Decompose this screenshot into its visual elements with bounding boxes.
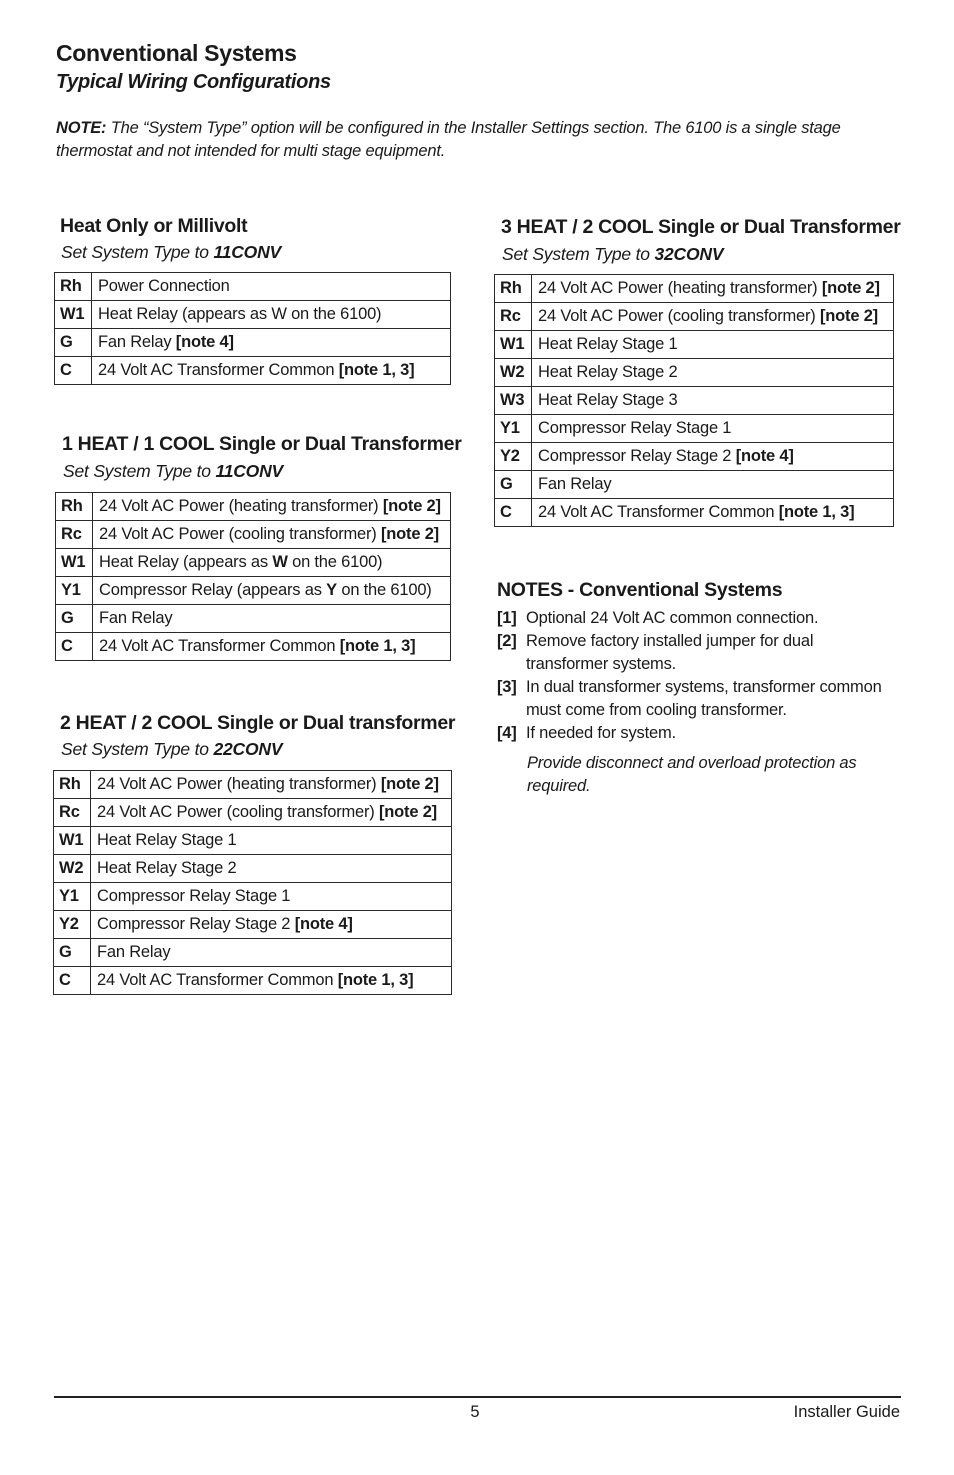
terminal-code: W1	[495, 331, 532, 359]
terminal-description: 24 Volt AC Transformer Common [note 1, 3]	[92, 357, 451, 385]
note-reference: [note 2]	[820, 307, 878, 325]
terminal-code: G	[495, 471, 532, 499]
terminal-code: Rh	[495, 275, 532, 303]
terminal-code: Y1	[56, 577, 93, 605]
terminal-description: Compressor Relay Stage 1	[91, 883, 452, 911]
terminal-description: Power Connection	[92, 273, 451, 301]
list-item	[497, 722, 897, 745]
note-reference: [note 1, 3]	[339, 637, 416, 655]
table-row	[54, 911, 452, 939]
table-row	[495, 415, 894, 443]
note-text: The “System Type” option will be configured in the Installer Settings section. The 6100 is a single stage thermostat and not intended for multi stage equipment.	[56, 119, 841, 160]
system-type-code: 32CONV	[654, 244, 724, 264]
note-text: If needed for system.	[526, 724, 676, 742]
table-row	[495, 443, 894, 471]
section-system-type-2heat-2cool: Set System Type to 22CONV	[61, 739, 283, 759]
note-reference: [note 1, 3]	[778, 503, 855, 521]
system-type-code: 22CONV	[213, 739, 283, 759]
notes-disconnect-statement: Provide disconnect and overload protection as required.	[527, 754, 857, 795]
table-row	[495, 359, 894, 387]
terminal-description: Fan Relay [note 4]	[92, 329, 451, 357]
note-label: NOTE:	[56, 119, 107, 137]
table-row	[54, 855, 452, 883]
table-row	[56, 493, 451, 521]
terminal-description: 24 Volt AC Power (cooling transformer) [note 2]	[93, 521, 451, 549]
note-reference: [note 2]	[821, 279, 880, 297]
terminal-code: Rc	[56, 521, 93, 549]
section-system-type-3heat-2cool: Set System Type to 32CONV	[502, 244, 724, 264]
terminal-code: G	[56, 605, 93, 633]
terminal-description: Compressor Relay Stage 1	[532, 415, 894, 443]
terminal-code: Y1	[54, 883, 91, 911]
system-type-note	[56, 117, 906, 163]
terminal-code: W2	[54, 855, 91, 883]
page-subtitle: Typical Wiring Configurations	[56, 71, 331, 93]
terminal-description: Heat Relay Stage 3	[532, 387, 894, 415]
terminal-description: 24 Volt AC Power (heating transformer) [note 2]	[93, 493, 451, 521]
table-row	[495, 499, 894, 527]
notes-list	[497, 607, 897, 745]
terminal-description: 24 Volt AC Power (heating transformer) [note 2]	[532, 275, 894, 303]
section-system-type-heat-only: Set System Type to 11CONV	[61, 242, 281, 262]
terminal-code: Rc	[495, 303, 532, 331]
table-row	[495, 331, 894, 359]
terminal-code: W2	[495, 359, 532, 387]
notes-title: NOTES - Conventional Systems	[497, 579, 783, 601]
terminal-code: W1	[54, 827, 91, 855]
terminal-description: Heat Relay (appears as W on the 6100)	[93, 549, 451, 577]
terminal-code: Y2	[495, 443, 532, 471]
note-reference: [note 2]	[380, 775, 439, 793]
note-reference: [note 4]	[735, 447, 794, 465]
terminal-description: Compressor Relay (appears as Y on the 6100)	[93, 577, 451, 605]
terminal-description: Heat Relay Stage 1	[532, 331, 894, 359]
terminal-code: C	[495, 499, 532, 527]
wiring-table-1heat-1cool	[55, 492, 451, 661]
wiring-table-3heat-2cool	[494, 274, 894, 527]
table-row	[495, 471, 894, 499]
terminal-description: Heat Relay Stage 2	[532, 359, 894, 387]
note-reference: [note 1, 3]	[338, 361, 415, 379]
note-reference: [note 1, 3]	[337, 971, 414, 989]
terminal-code: Rc	[54, 799, 91, 827]
table-row	[55, 301, 451, 329]
terminal-description: Fan Relay	[91, 939, 452, 967]
table-row	[56, 577, 451, 605]
list-item	[497, 607, 897, 630]
table-row	[495, 275, 894, 303]
terminal-code: G	[54, 939, 91, 967]
footer-rule	[54, 1396, 901, 1398]
table-row	[55, 357, 451, 385]
terminal-description: 24 Volt AC Power (cooling transformer) [note 2]	[91, 799, 452, 827]
note-number: [3]	[497, 678, 517, 696]
terminal-description: 24 Volt AC Transformer Common [note 1, 3]	[93, 633, 451, 661]
system-type-code: 11CONV	[215, 461, 283, 481]
terminal-code: G	[55, 329, 92, 357]
note-reference: [note 2]	[382, 497, 441, 515]
table-row	[55, 329, 451, 357]
section-system-type-1heat-1cool: Set System Type to 11CONV	[63, 461, 283, 481]
table-row	[56, 549, 451, 577]
note-reference: [note 4]	[175, 333, 234, 351]
terminal-description: 24 Volt AC Transformer Common [note 1, 3]	[91, 967, 452, 995]
system-type-code: 11CONV	[213, 242, 281, 262]
footer-guide-label: Installer Guide	[793, 1403, 900, 1421]
table-row	[56, 605, 451, 633]
terminal-description: 24 Volt AC Power (heating transformer) [note 2]	[91, 771, 452, 799]
terminal-description: Compressor Relay Stage 2 [note 4]	[91, 911, 452, 939]
section-title-2heat-2cool: 2 HEAT / 2 COOL Single or Dual transformer	[60, 712, 456, 734]
table-row	[54, 799, 452, 827]
note-number: [4]	[497, 724, 517, 742]
note-reference: [note 4]	[294, 915, 353, 933]
page-title: Conventional Systems	[56, 40, 297, 66]
terminal-code: Rh	[56, 493, 93, 521]
table-row	[55, 273, 451, 301]
table-row	[56, 633, 451, 661]
terminal-description: 24 Volt AC Power (cooling transformer) [note 2]	[532, 303, 894, 331]
table-row	[54, 827, 452, 855]
wiring-table-2heat-2cool	[53, 770, 452, 995]
terminal-description: Fan Relay	[93, 605, 451, 633]
terminal-description: Fan Relay	[532, 471, 894, 499]
section-title-heat-only: Heat Only or Millivolt	[60, 215, 248, 237]
list-item	[497, 676, 897, 722]
terminal-description: Heat Relay (appears as W on the 6100)	[92, 301, 451, 329]
terminal-description: 24 Volt AC Transformer Common [note 1, 3]	[532, 499, 894, 527]
terminal-description: Heat Relay Stage 1	[91, 827, 452, 855]
terminal-description: Compressor Relay Stage 2 [note 4]	[532, 443, 894, 471]
note-text: Optional 24 Volt AC common connection.	[526, 609, 819, 627]
terminal-code: Rh	[54, 771, 91, 799]
table-row	[495, 303, 894, 331]
note-reference: [note 2]	[381, 525, 439, 543]
note-text: Remove factory installed jumper for dual transformer systems.	[526, 632, 814, 673]
section-title-3heat-2cool: 3 HEAT / 2 COOL Single or Dual Transformer	[501, 216, 901, 238]
table-row	[54, 883, 452, 911]
terminal-code: W1	[55, 301, 92, 329]
page-number: 5	[470, 1403, 480, 1421]
table-row	[54, 939, 452, 967]
terminal-code: C	[54, 967, 91, 995]
note-number: [2]	[497, 632, 517, 650]
list-item	[497, 630, 897, 676]
terminal-code: C	[56, 633, 93, 661]
terminal-code: W3	[495, 387, 532, 415]
terminal-code: Rh	[55, 273, 92, 301]
terminal-code: Y2	[54, 911, 91, 939]
terminal-code: W1	[56, 549, 93, 577]
terminal-code: C	[55, 357, 92, 385]
table-row	[54, 967, 452, 995]
note-number: [1]	[497, 609, 517, 627]
terminal-description: Heat Relay Stage 2	[91, 855, 452, 883]
note-text: In dual transformer systems, transformer common must come from cooling transformer.	[526, 678, 882, 719]
section-title-1heat-1cool: 1 HEAT / 1 COOL Single or Dual Transformer	[62, 433, 462, 455]
table-row	[54, 771, 452, 799]
table-row	[56, 521, 451, 549]
note-reference: [note 2]	[379, 803, 437, 821]
table-row	[495, 387, 894, 415]
wiring-table-heat-only	[54, 272, 451, 385]
terminal-code: Y1	[495, 415, 532, 443]
